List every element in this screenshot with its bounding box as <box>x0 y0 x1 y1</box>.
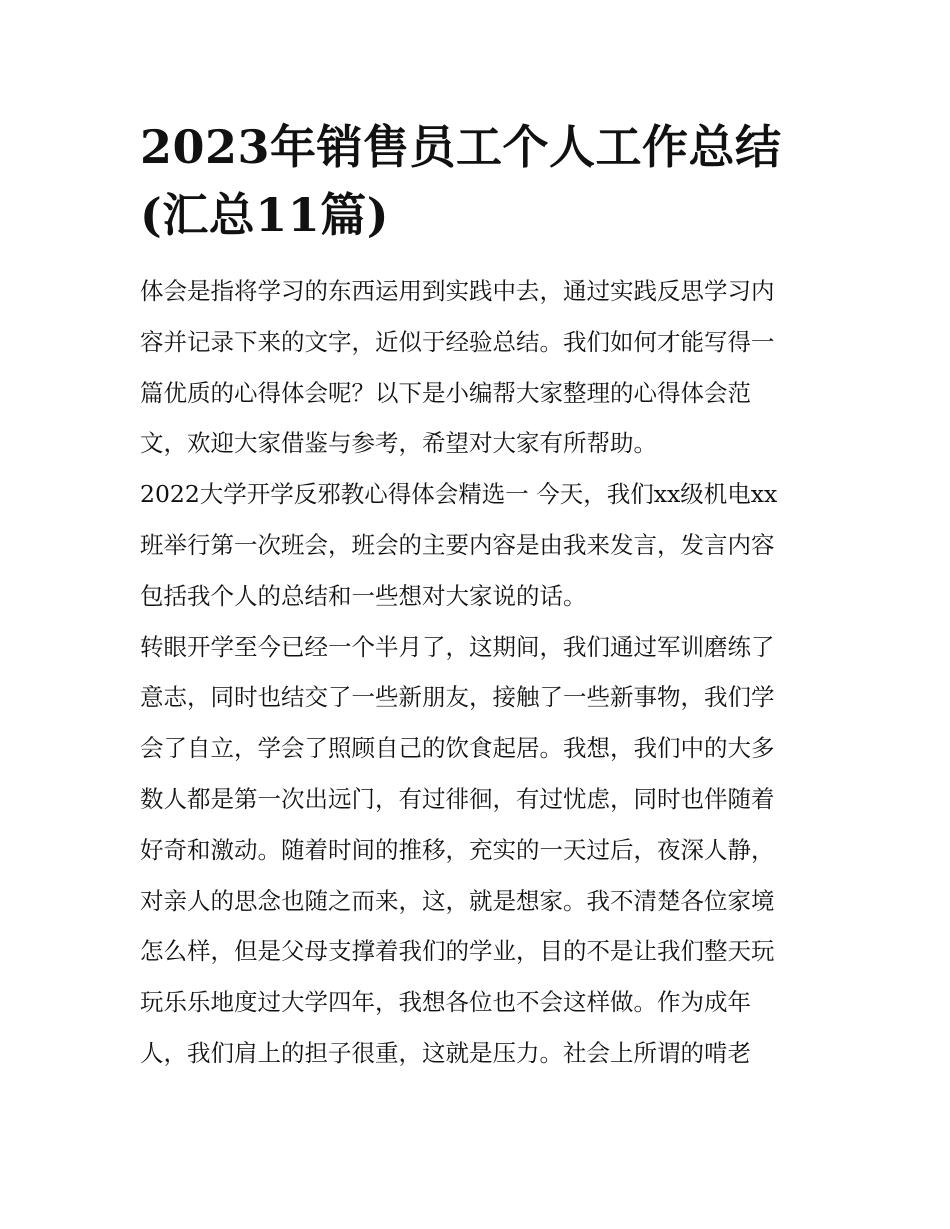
paragraph-line: 转眼开学至今已经一个半月了，这期间，我们通过军训磨练了 <box>140 632 775 661</box>
paragraph-line: 数人都是第一次出远门，有过徘徊，有过忧虑，同时也伴随着 <box>140 784 775 813</box>
paragraph-line: 篇优质的心得体会呢？以下是小编帮大家整理的心得体会范 <box>140 378 751 407</box>
document-body <box>140 266 812 1079</box>
paragraph-line: 2022大学开学反邪教心得体会精选一 今天，我们xx级机电xx <box>140 480 778 509</box>
paragraph-line: 人，我们肩上的担子很重，这就是压力。社会上所谓的啃老 <box>140 1038 751 1067</box>
paragraph-line: 对亲人的思念也随之而来，这，就是想家。我不清楚各位家境 <box>140 886 775 915</box>
title-line-2: (汇总11篇) <box>140 188 390 242</box>
paragraph-line: 意志，同时也结交了一些新朋友，接触了一些新事物，我们学 <box>140 683 775 712</box>
paragraph-body <box>140 622 812 1079</box>
paragraph-line: 玩乐乐地度过大学四年，我想各位也不会这样做。作为成年 <box>140 988 751 1017</box>
document-content <box>140 113 812 1079</box>
paragraph-line: 文，欢迎大家借鉴与参考，希望对大家有所帮助。 <box>140 429 657 458</box>
paragraph-line: 会了自立，学会了照顾自己的饮食起居。我想，我们中的大多 <box>140 734 775 763</box>
paragraph-line: 体会是指将学习的东西运用到实践中去，通过实践反思学习内 <box>140 277 775 305</box>
paragraph-line: 班举行第一次班会，班会的主要内容是由我来发言，发言内容 <box>140 530 775 559</box>
paragraph-line: 怎么样，但是父母支撑着我们的学业，目的不是让我们整天玩 <box>140 937 775 966</box>
paragraph-line: 好奇和激动。随着时间的推移，充实的一天过后，夜深人静， <box>140 835 775 864</box>
paragraph-intro <box>140 266 812 469</box>
paragraph-section-1 <box>140 469 812 621</box>
paragraph-line: 包括我个人的总结和一些想对大家说的话。 <box>140 581 587 610</box>
paragraph-line: 容并记录下来的文字，近似于经验总结。我们如何才能写得一 <box>140 327 775 356</box>
title-line-1: 2023年销售员工个人工作总结 <box>140 120 782 174</box>
document-title <box>140 113 812 249</box>
